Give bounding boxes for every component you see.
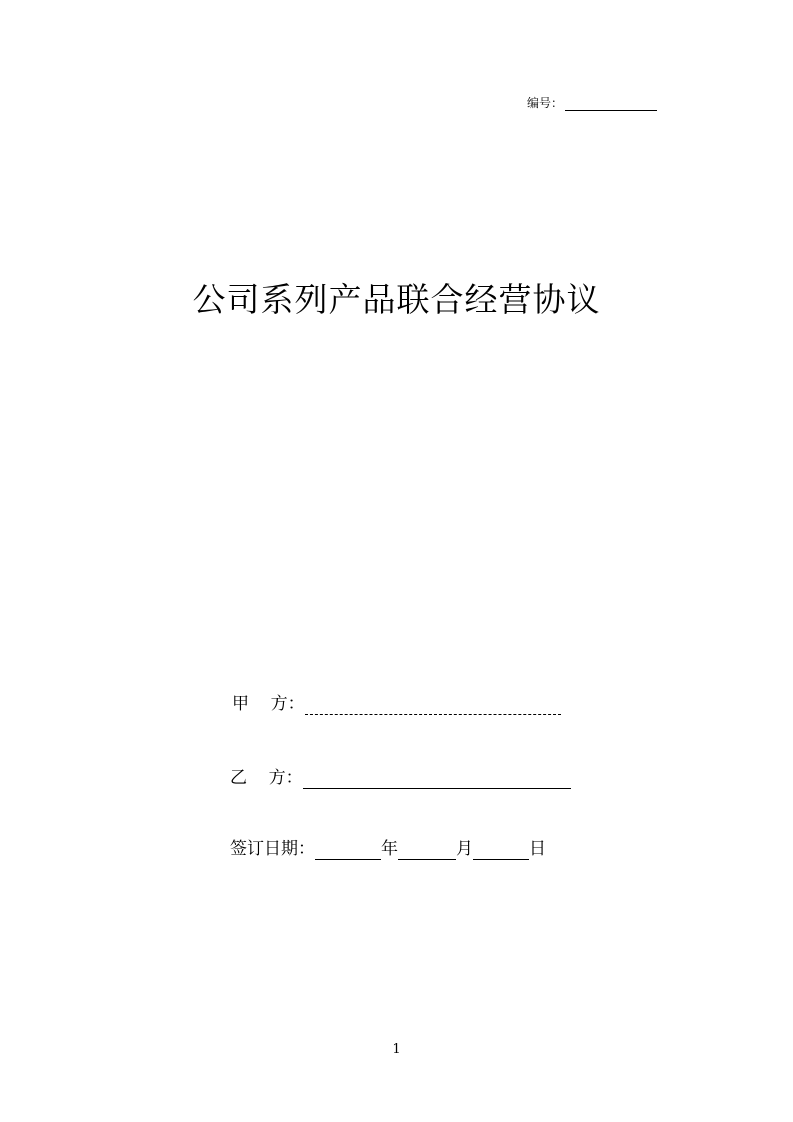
year-label: 年 xyxy=(381,839,398,859)
party-a-label: 甲 方： xyxy=(232,694,305,714)
day-label: 日 xyxy=(529,839,546,859)
serial-number xyxy=(527,95,657,111)
page-number: 1 xyxy=(392,1042,401,1057)
party-a-field xyxy=(232,693,561,715)
sign-date-label: 签订日期： xyxy=(230,839,315,859)
serial-number-blank[interactable] xyxy=(565,98,657,111)
page-title: 公司系列产品联合经营协议 xyxy=(192,280,601,319)
party-b-field xyxy=(230,767,571,789)
sign-year-blank[interactable] xyxy=(315,843,381,860)
serial-number-label: 编号： xyxy=(527,96,564,110)
party-b-blank[interactable] xyxy=(303,772,571,789)
party-a-blank[interactable] xyxy=(305,698,561,715)
month-label: 月 xyxy=(456,839,473,859)
sign-date-field xyxy=(230,838,546,860)
party-b-label: 乙 方： xyxy=(230,768,303,788)
sign-day-blank[interactable] xyxy=(473,843,529,860)
sign-month-blank[interactable] xyxy=(398,843,456,860)
